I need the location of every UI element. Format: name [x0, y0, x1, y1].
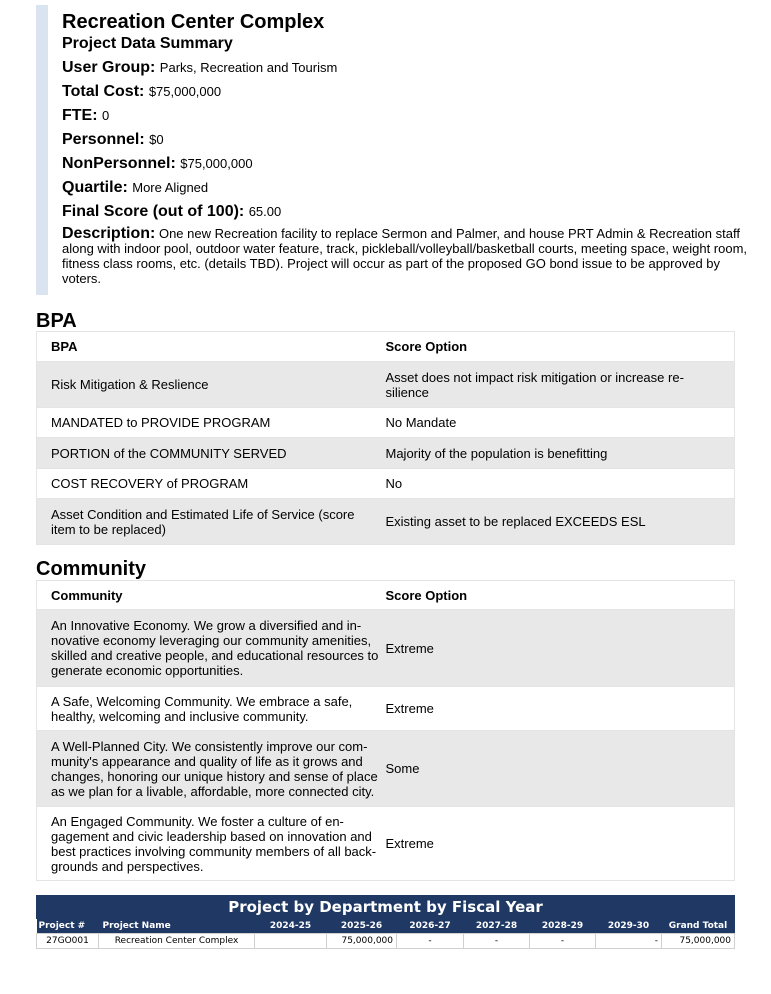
- project-title: Recreation Center Complex: [62, 11, 325, 33]
- field-user-group: User Group: Parks, Recreation and Tourism: [62, 59, 338, 76]
- bpa-table: [36, 331, 735, 545]
- table-header-row: Community Score Option: [37, 581, 735, 610]
- summary-subtitle: Project Data Summary: [62, 35, 233, 52]
- field-personnel: Personnel: $0: [62, 131, 164, 148]
- table-row: An Innovative Economy. We grow a diversified and in-novative economy leveraging our community amenities, skilled and creative people, and educational resources to generate economic opportunities. Extreme: [37, 610, 735, 687]
- table-row: A Well-Planned City. We consistently improve our com-munity's appearance and quality of life as it grows and changes, honoring our unique history and sense of place as we plan for a livable, affordable, more connected city. Some: [37, 731, 735, 807]
- table-header-row: BPA Score Option: [37, 332, 735, 362]
- community-table: [36, 580, 735, 881]
- table-row: Risk Mitigation & Reslience Asset does not impact risk mitigation or increase re-silience: [37, 362, 735, 408]
- project-description: Description: One new Recreation facility to replace Sermon and Palmer, and house PRT Admin & Recreation staff along with indoor pool, outdoor water feature, track, pickleball/volleyball/basketball courts, meeting space, weight room, fitness class rooms, etc. (details TBD). Project will occur as part of the proposed GO bond issue to be approved by voters.: [62, 225, 748, 286]
- field-nonpersonnel: NonPersonnel: $75,000,000: [62, 155, 253, 172]
- field-quartile: Quartile: More Aligned: [62, 179, 209, 196]
- field-total-cost: Total Cost: $75,000,000: [62, 83, 222, 100]
- table-row: PORTION of the COMMUNITY SERVED Majority of the population is benefitting: [37, 438, 735, 469]
- summary-accent-bar: [36, 5, 48, 295]
- table-row: 27GO001 Recreation Center Complex 75,000,000 - - - - 75,000,000: [37, 933, 735, 948]
- community-heading: Community: [36, 558, 146, 580]
- fiscal-header-row: Project # Project Name 2024-25 2025-26 2026-27 2027-28 2028-29 2029-30 Grand Total: [37, 919, 735, 933]
- table-row: MANDATED to PROVIDE PROGRAM No Mandate: [37, 408, 735, 438]
- table-row: An Engaged Community. We foster a culture of en-gagement and civic leadership based on innovation and best practices involving community members of all back-grounds and perspectives. Extreme: [37, 807, 735, 881]
- table-row: COST RECOVERY of PROGRAM No: [37, 469, 735, 499]
- field-fte: FTE: 0: [62, 107, 110, 124]
- project-summary: [36, 5, 748, 295]
- fiscal-year-table: [36, 895, 735, 949]
- fiscal-table-title: Project by Department by Fiscal Year: [228, 898, 543, 916]
- table-row: A Safe, Welcoming Community. We embrace a safe, healthy, welcoming and inclusive community. Extreme: [37, 687, 735, 731]
- bpa-heading: BPA: [36, 310, 77, 332]
- field-final-score: Final Score (out of 100): 65.00: [62, 203, 282, 220]
- table-row: Asset Condition and Estimated Life of Service (score item to be replaced) Existing asset to be replaced EXCEEDS ESL: [37, 499, 735, 545]
